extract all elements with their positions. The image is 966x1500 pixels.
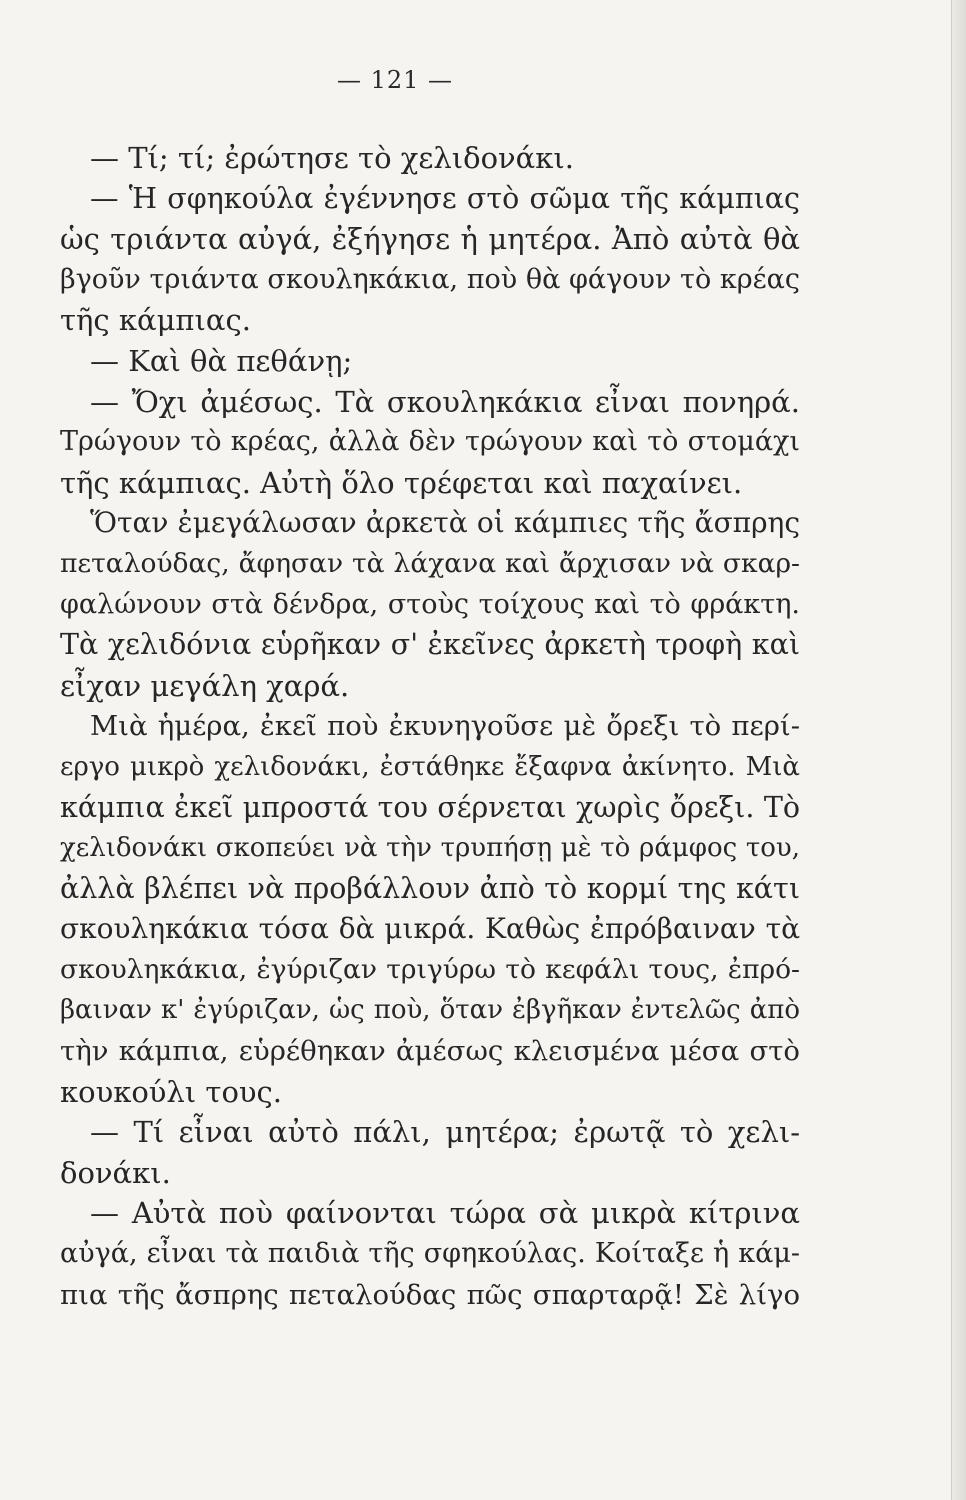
text-line: τὴν κάμπια, εὑρέθηκαν ἀμέσως κλεισμένα μέσα στὸ <box>60 1035 800 1068</box>
text-line: δονάκι. <box>60 1155 171 1190</box>
page-edge <box>951 0 966 1500</box>
text-line: βαιναν κ' ἐγύριζαν, ὡς ποὺ, ὅταν ἐβγῆκαν ἐντελῶς ἀπὸ <box>60 995 800 1026</box>
text-line: αὐγά, εἶναι τὰ παιδιὰ τῆς σφηκούλας. Κοίταξε ἡ κάμ- <box>60 1238 800 1270</box>
text-line: Ὅταν ἐμεγάλωσαν ἀρκετὰ οἱ κάμπιες τῆς ἄσπρης <box>90 506 800 540</box>
text-line: κάμπια ἐκεῖ μπροστά του σέρνεται χωρὶς ὄρεξι. Τὸ <box>60 790 800 824</box>
text-line: εἶχαν μεγάλη χαρά. <box>60 668 350 703</box>
text-line: τῆς κάμπιας. <box>60 303 251 338</box>
text-line: χελιδονάκι σκοπεύει νὰ τὴν τρυπήσῃ μὲ τὸ ράμφος του, <box>60 833 800 864</box>
text-line: εργο μικρὸ χελιδονάκι, ἐστάθηκε ἔξαφνα ἀκίνητο. Μιὰ <box>60 751 800 782</box>
text-line: — Τί εἶναι αὐτὸ πάλι, μητέρα; ἐρωτᾷ τὸ χελι- <box>90 1115 800 1150</box>
text-line: — Αὐτὰ ποὺ φαίνονται τώρα σὰ μικρὰ κίτρινα <box>90 1196 800 1231</box>
text-line: — Ὄχι ἀμέσως. Τὰ σκουληκάκια εἶναι πονηρά. <box>90 384 800 419</box>
text-line: σκουληκάκια, ἐγύριζαν τριγύρω τὸ κεφάλι τους, ἐπρό- <box>60 953 800 985</box>
text-line: βγοῦν τριάντα σκουληκάκια, ποὺ θὰ φάγουν τὸ κρέας <box>60 263 800 295</box>
text-line: πια τῆς ἄσπρης πεταλούδας πῶς σπαρταρᾷ! Σὲ λίγο <box>60 1278 800 1311</box>
text-line: ἀλλὰ βλέπει νὰ προβάλλουν ἀπὸ τὸ κορμί της κάτι <box>60 871 800 905</box>
text-line: — Τί; τί; ἐρώτησε τὸ χελιδονάκι. <box>90 141 574 175</box>
text-line: τῆς κάμπιας. Αὐτὴ ὅλο τρέφεται καὶ παχαίνει. <box>60 465 743 500</box>
text-line: σκουληκάκια τόσα δὰ μικρά. Καθὼς ἐπρόβαιναν τὰ <box>60 912 800 946</box>
text-line: — Καὶ θὰ πεθάνῃ; <box>90 343 353 378</box>
page-number: — 121 — <box>336 66 454 94</box>
body-text <box>60 138 800 1315</box>
text-line: ὡς τριάντα αὐγά, ἐξήγησε ἡ μητέρα. Ἀπὸ αὐτὰ θὰ <box>60 222 800 257</box>
text-line: πεταλούδας, ἄφησαν τὰ λάχανα καὶ ἄρχισαν νὰ σκαρ- <box>60 547 800 579</box>
text-line: — Ἡ σφηκούλα ἐγέννησε στὸ σῶμα τῆς κάμπιας <box>90 181 800 215</box>
text-line: Τὰ χελιδόνια εὑρῆκαν σ' ἐκεῖνες ἀρκετὴ τροφὴ καὶ <box>60 628 800 662</box>
text-line: Μιὰ ἡμέρα, ἐκεῖ ποὺ ἐκυνηγοῦσε μὲ ὄρεξι τὸ περί- <box>90 710 800 743</box>
text-line: Τρώγουν τὸ κρέας, ἀλλὰ δὲν τρώγουν καὶ τὸ στομάχι <box>60 426 800 458</box>
text-line: φαλώνουν στὰ δένδρα, στοὺς τοίχους καὶ τὸ φράκτη. <box>60 588 800 620</box>
text-line: κουκούλι τους. <box>60 1074 282 1109</box>
